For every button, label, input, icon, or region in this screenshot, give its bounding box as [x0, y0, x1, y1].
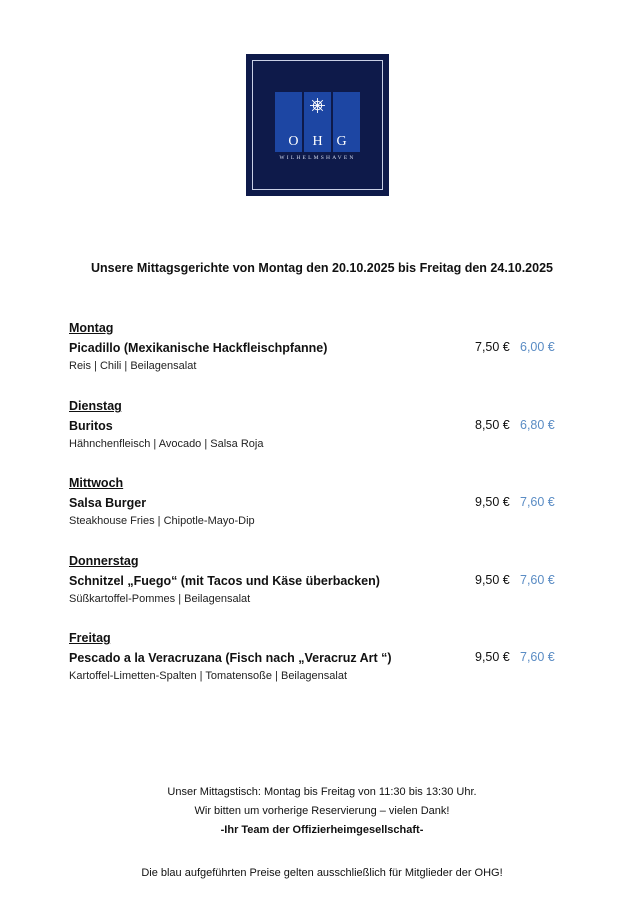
dish-sides: Süßkartoffel-Pommes | Beilagensalat: [69, 593, 251, 605]
ohg-logo: [246, 54, 389, 196]
dish-row: [69, 493, 569, 512]
dish-title: Salsa Burger: [69, 496, 147, 510]
day-name: Mittwoch: [69, 476, 124, 490]
team-signature: -Ihr Team der Offizierheimgesellschaft-: [220, 824, 424, 836]
member-price: 6,00 €: [520, 340, 555, 354]
price: 7,50 €: [475, 340, 510, 354]
dish-sides: Steakhouse Fries | Chipotle-Mayo-Dip: [69, 515, 255, 527]
day-name: Freitag: [69, 631, 111, 645]
reservation-note: Wir bitten um vorherige Reservierung – vielen Dank!: [194, 805, 450, 817]
day-name: Donnerstag: [69, 554, 139, 568]
logo-subtitle: WILHELMSHAVEN: [279, 155, 356, 161]
price: 9,50 €: [475, 650, 510, 664]
footer-block: [0, 783, 644, 840]
member-price: 7,60 €: [520, 495, 555, 509]
member-price-note: Die blau aufgeführten Preise gelten ausschließlich für Mitglieder der OHG!: [141, 867, 503, 879]
dish-sides: Reis | Chili | Beilagensalat: [69, 360, 197, 372]
day-block-mittwoch: [69, 474, 569, 531]
price: 9,50 €: [475, 573, 510, 587]
day-name: Montag: [69, 321, 114, 335]
price: 8,50 €: [475, 418, 510, 432]
day-block-donnerstag: [69, 552, 569, 609]
dish-row: [69, 648, 569, 667]
day-name: Dienstag: [69, 399, 122, 413]
dish-sides: Kartoffel-Limetten-Spalten | Tomatensoße | Beilagensalat: [69, 670, 348, 682]
member-price: 7,60 €: [520, 573, 555, 587]
ship-wheel-icon: [309, 97, 326, 114]
logo-initials: OHG: [288, 134, 361, 149]
dish-title: Buritos: [69, 419, 113, 433]
day-block-freitag: [69, 629, 569, 686]
dish-title: Schnitzel „Fuego“ (mit Tacos und Käse überbacken): [69, 574, 380, 588]
dish-title: Picadillo (Mexikanische Hackfleischpfanne): [69, 341, 328, 355]
member-price: 6,80 €: [520, 418, 555, 432]
dish-row: [69, 571, 569, 590]
member-price: 7,60 €: [520, 650, 555, 664]
menu-headline: Unsere Mittagsgerichte von Montag den 20.10.2025 bis Freitag den 24.10.2025: [91, 261, 553, 275]
day-block-montag: [69, 319, 569, 376]
dish-row: [69, 338, 569, 357]
price: 9,50 €: [475, 495, 510, 509]
day-block-dienstag: [69, 397, 569, 454]
dish-sides: Hähnchenfleisch | Avocado | Salsa Roja: [69, 438, 264, 450]
dish-title: Pescado a la Veracruzana (Fisch nach „Veracruz Art “): [69, 651, 392, 665]
dish-row: [69, 416, 569, 435]
opening-hours: Unser Mittagstisch: Montag bis Freitag von 11:30 bis 13:30 Uhr.: [167, 786, 477, 798]
